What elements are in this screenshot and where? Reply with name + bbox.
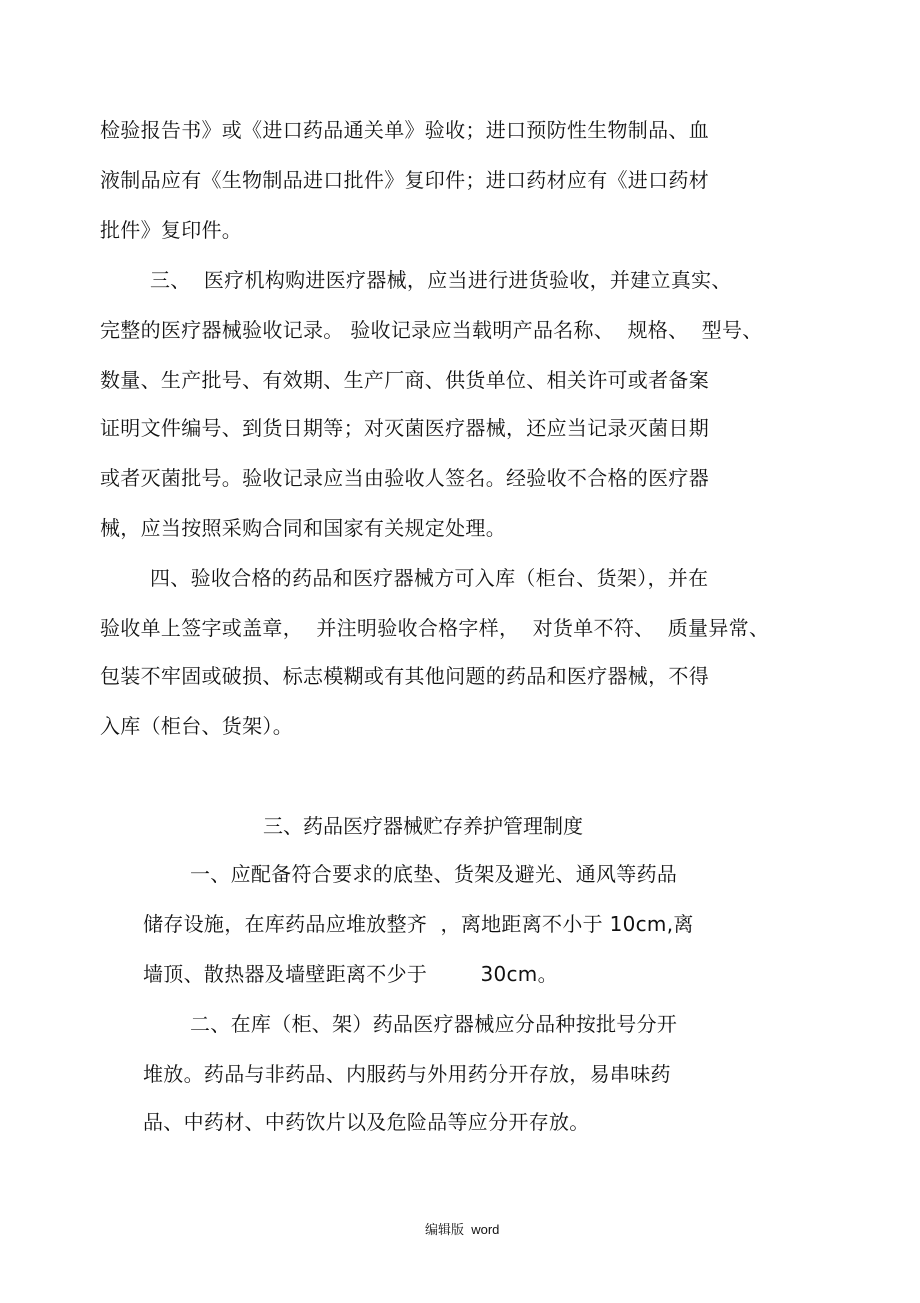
text-line: 堆放。药品与非药品、内服药与外用药分开存放，易串味药 [143, 1062, 671, 1086]
text-line: 数量、生产批号、有效期、生产厂商、供货单位、相关许可或者备案 [100, 368, 709, 392]
page-footer: 编辑版 word [425, 1222, 500, 1237]
text-line: 二、在库（柜、架）药品医疗器械应分品种按批号分开 [190, 1012, 678, 1036]
text-line: 完整的医疗器械验收记录。 验收记录应当载明产品名称、 规格、 型号、 [100, 318, 763, 342]
text-line: 检验报告书》或《进口药品通关单》验收；进口预防性生物制品、血 [100, 118, 709, 142]
text-line: 入库（柜台、货架）。 [100, 714, 293, 738]
text-line: 验收单上签字或盖章， 并注明验收合格字样， 对货单不符、 质量异常、 [100, 616, 770, 640]
section-heading: 三、药品医疗器械贮存养护管理制度 [263, 814, 583, 838]
text-line: 储存设施，在库药品应堆放整齐 ，离地距离不小于 10cm,离 [143, 912, 694, 936]
text-line: 批件》复印件。 [100, 218, 243, 242]
text-line: 三、 医疗机构购进医疗器械，应当进行进货验收，并建立真实、 [150, 268, 732, 292]
text-line: 或者灭菌批号。验收记录应当由验收人签名。经验收不合格的医疗器 [100, 466, 709, 490]
text-line: 液制品应有《生物制品进口批件》复印件；进口药材应有《进口药材 [100, 168, 709, 192]
text-line: 品、中药材、中药饮片以及危险品等应分开存放。 [143, 1110, 590, 1134]
text-line: 证明文件编号、到货日期等；对灭菌医疗器械，还应当记录灭菌日期 [100, 416, 709, 440]
text-line: 四、验收合格的药品和医疗器械方可入库（柜台、货架），并在 [150, 566, 709, 590]
text-line: 械，应当按照采购合同和国家有关规定处理。 [100, 516, 506, 540]
text-line: 墙顶、散热器及墙壁距离不少于 30cm。 [143, 962, 558, 986]
text-line: 一、应配备符合要求的底垫、货架及避光、通风等药品 [190, 862, 678, 886]
text-line: 包装不牢固或破损、标志模糊或有其他问题的药品和医疗器械，不得 [100, 664, 709, 688]
